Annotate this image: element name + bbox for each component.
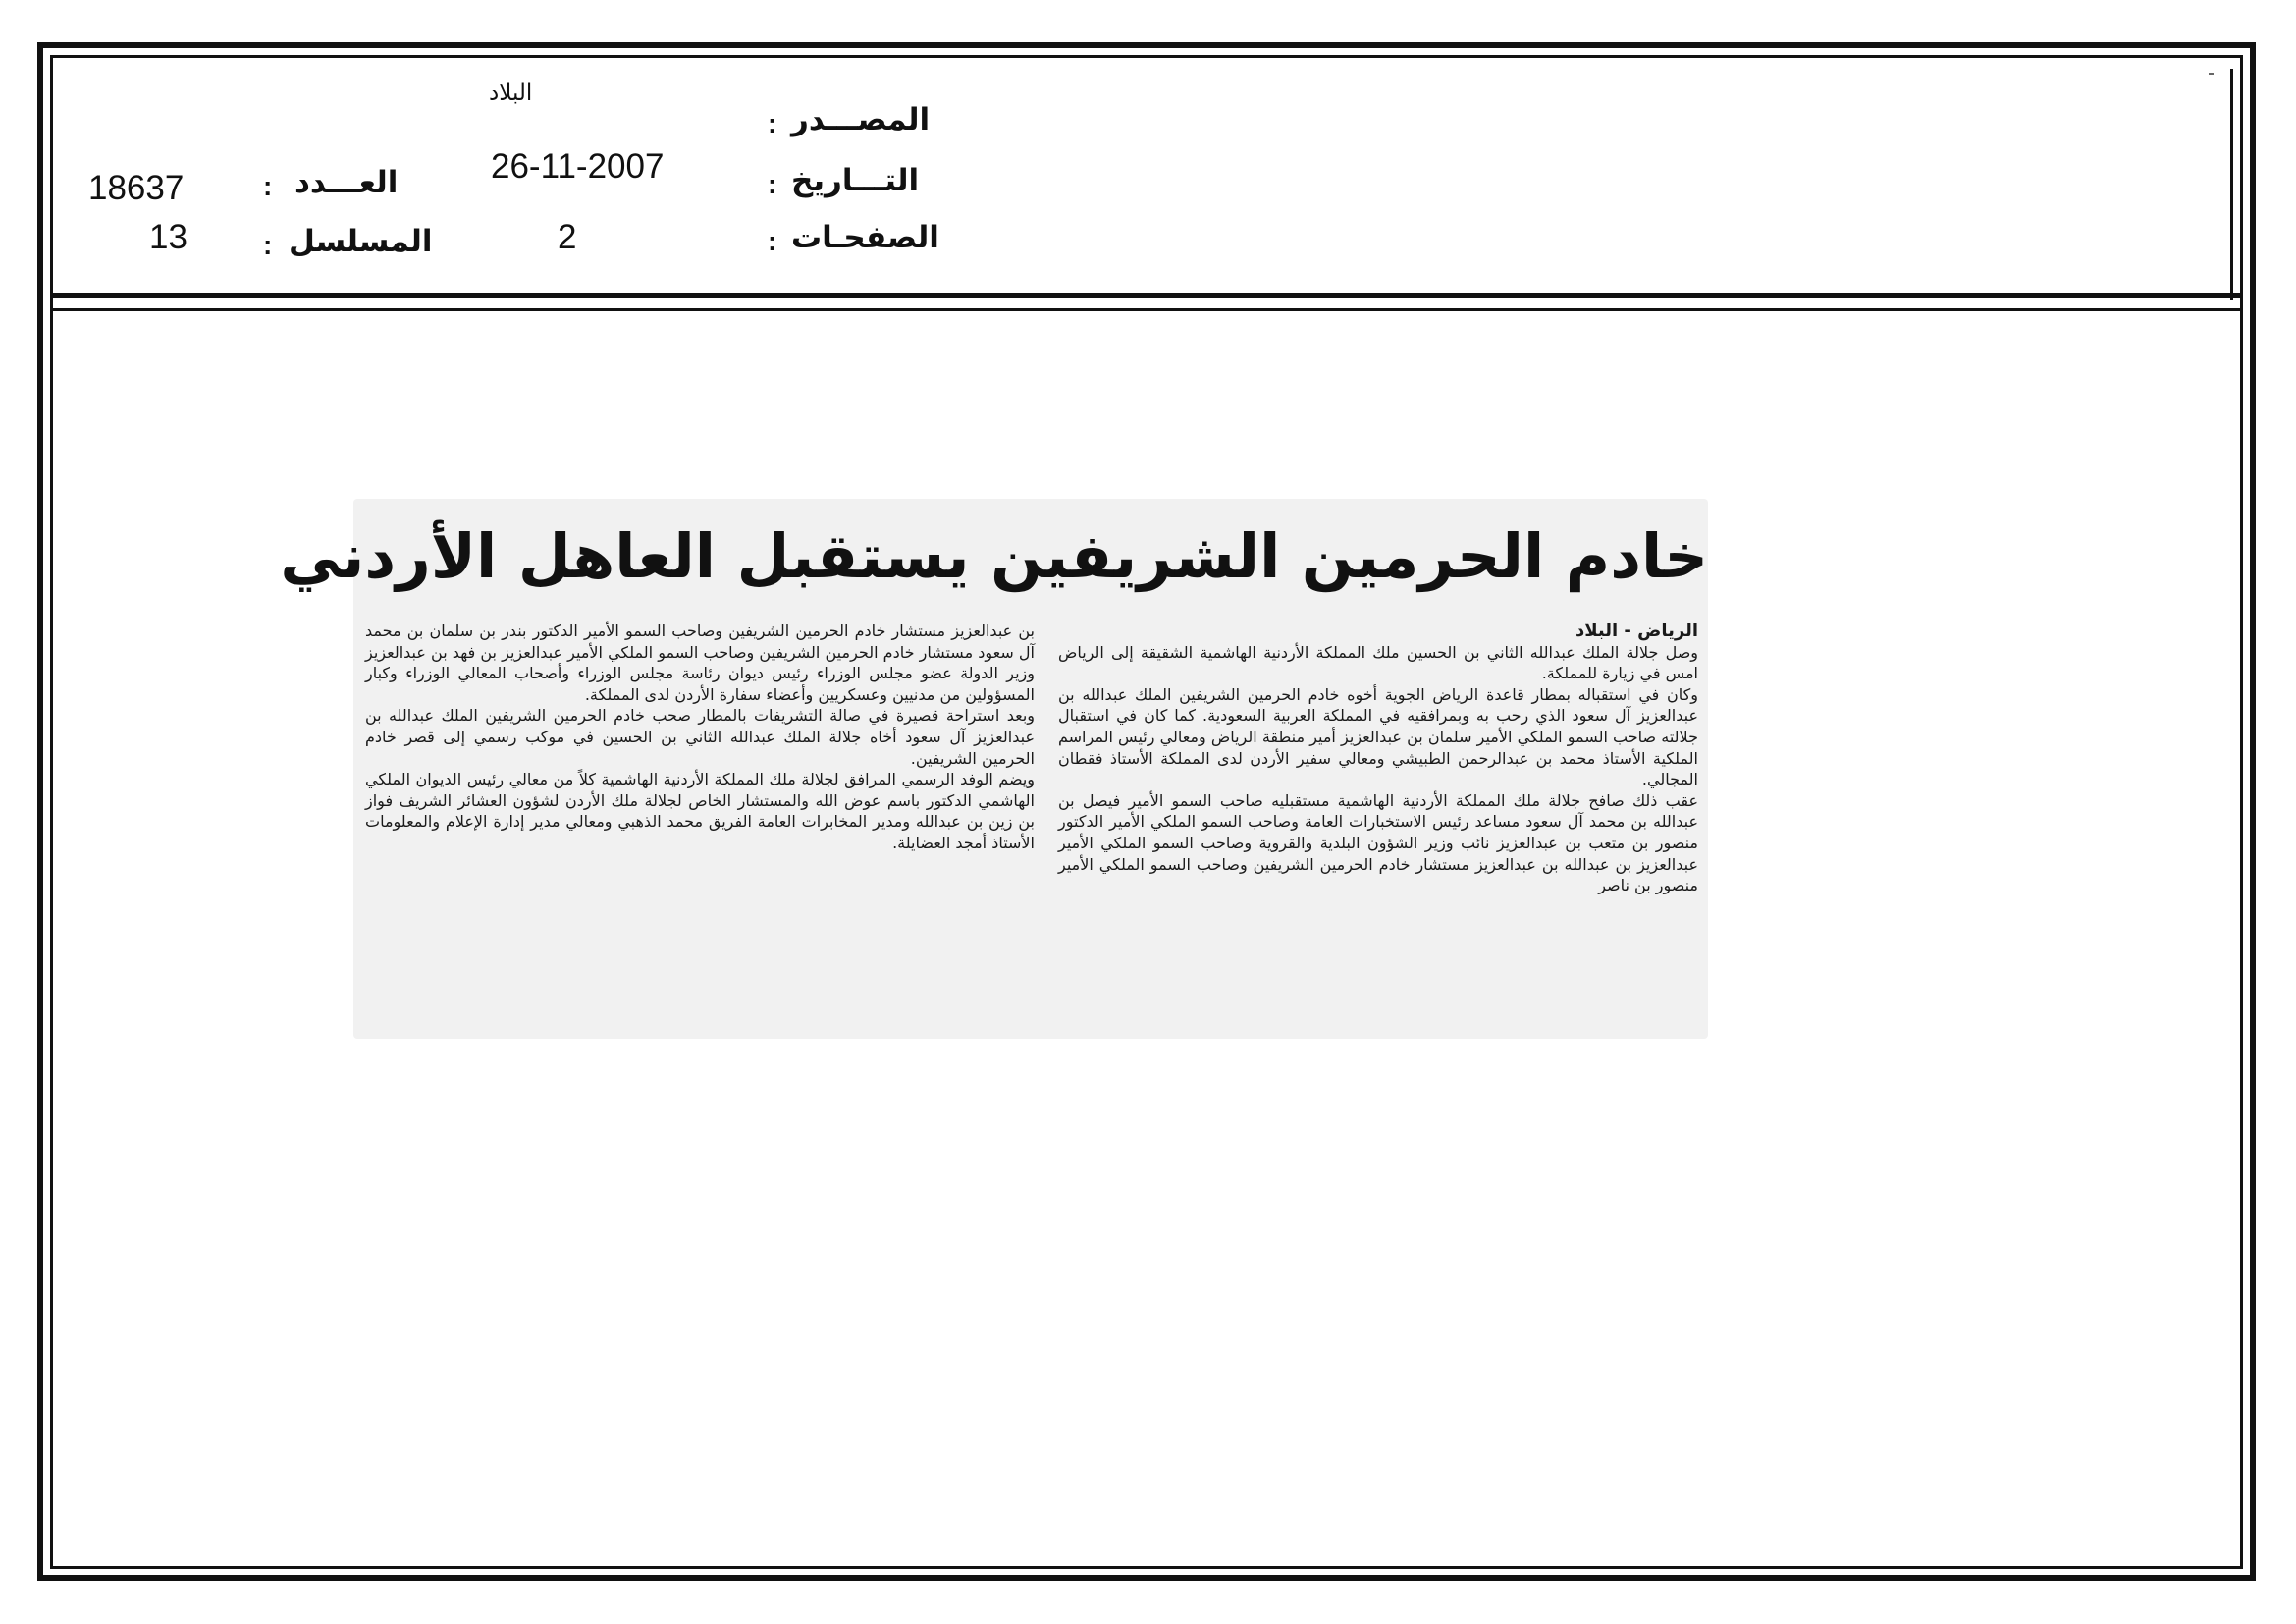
article-column-left (365, 621, 1035, 854)
header-side-rule (2230, 69, 2233, 300)
article-paragraph: عقب ذلك صافح جلالة ملك المملكة الأردنية الهاشمية مستقبليه صاحب السمو الأمير فيصل بن عبدالله بن محمد آل سعود مساعد رئيس الاستخبارات العامة وصاحب السمو الملكي الأمير الدكتور منصور بن متعب بن عبدالعزيز نائب وزير الشؤون البلدية والقروية وصاحب السمو الملكي الأمير عبدالعزيز بن عبدالله بن عبدالعزيز مستشار خادم الحرمين الشريفين وصاحب السمو الملكي الأمير منصور بن ناصر (1058, 790, 1698, 895)
source-label: المصـــدر (791, 102, 931, 137)
scan-speck (2209, 73, 2214, 75)
date-value: 26-11-2007 (491, 147, 665, 186)
article-dateline: الرياض - البلاد (1575, 621, 1698, 641)
date-label: التـــاريخ (791, 163, 920, 198)
issue-value: 18637 (88, 169, 185, 207)
article-paragraph: بن عبدالعزيز مستشار خادم الحرمين الشريفين وصاحب السمو الأمير الدكتور بندر بن سلمان بن محمد آل سعود مستشار خادم الحرمين الشريفين وصاحب السمو الملكي الأمير عبدالعزيز بن فهد بن عبدالعزيز وزير الدولة عضو مجلس الوزراء رئيس ديوان رئاسة مجلس الوزراء وأصحاب المعالي الوزراء وكبار المسؤولين من مدنيين وعسكريين وأعضاء سفارة الأردن لدى المملكة. (365, 622, 1035, 704)
article-paragraph: وصل جلالة الملك عبدالله الثاني بن الحسين ملك المملكة الأردنية الهاشمية الشقيقة إلى الرياض امس في زيارة للمملكة. (1058, 642, 1698, 683)
source-colon: : (768, 108, 777, 138)
date-colon: : (768, 169, 777, 199)
article-paragraph: ويضم الوفد الرسمي المرافق لجلالة ملك المملكة الأردنية الهاشمية كلاً من معالي رئيس الديوان الملكي الهاشمي الدكتور باسم عوض الله والمستشار الخاص لجلالة ملك الأردن لشؤون العشائر الشريف فواز بن زين بن عبدالله ومدير المخابرات العامة الفريق محمد الذهبي ومعالي مدير إدارة الإعلام والمعلومات الأستاذ أمجد العضايلة. (365, 770, 1035, 852)
source-value: البلاد (489, 81, 533, 106)
header-divider (50, 293, 2243, 298)
issue-colon: : (263, 171, 273, 201)
article-headline: خادم الحرمين الشريفين يستقبل العاهل الأردني (280, 520, 1708, 592)
serial-label: المسلسل (289, 224, 433, 259)
pages-colon: : (768, 226, 777, 256)
serial-value: 13 (149, 218, 187, 256)
issue-label: العـــدد (294, 165, 399, 200)
article-column-right (1058, 621, 1698, 896)
pages-label: الصفحـات (791, 220, 939, 255)
pages-value: 2 (558, 218, 577, 256)
article-paragraph: وكان في استقباله بمطار قاعدة الرياض الجوية أخوه خادم الحرمين الشريفين الملك عبدالله بن عبدالعزيز آل سعود الذي رحب به وبمرافقيه في المملكة العربية السعودية. كما كان في استقبال جلالته صاحب السمو الملكي الأمير سلمان بن عبدالعزيز أمير منطقة الرياض ومعالي رئيس المراسم الملكية الأستاذ محمد بن عبدالرحمن الطبيشي ومعالي سفير الأردن لدى المملكة الأستاذ فقطان المجالي. (1058, 684, 1698, 789)
article-paragraph: وبعد استراحة قصيرة في صالة التشريفات بالمطار صحب خادم الحرمين الشريفين الملك عبدالله بن عبدالعزيز آل سعود أخاه جلالة الملك عبدالله الثاني بن الحسين في موكب رسمي إلى قصر خادم الحرمين الشريفين. (365, 706, 1035, 768)
serial-colon: : (263, 230, 273, 260)
header-divider-thin (50, 308, 2243, 311)
